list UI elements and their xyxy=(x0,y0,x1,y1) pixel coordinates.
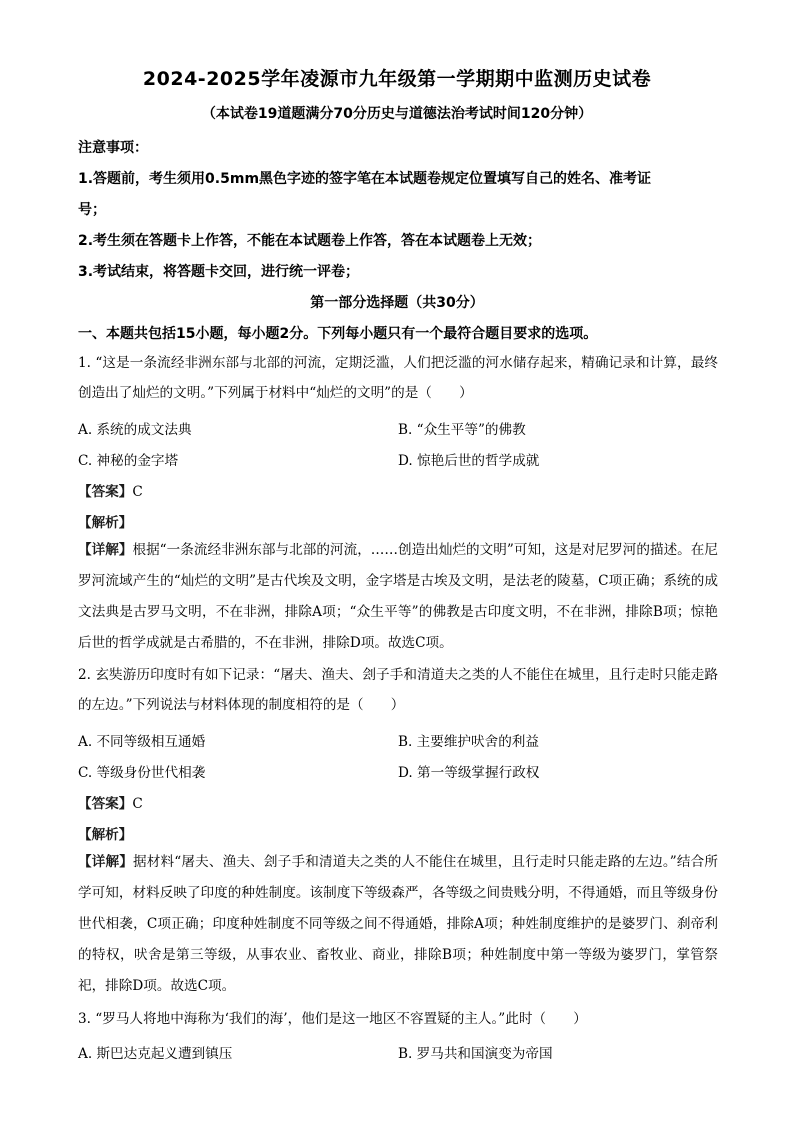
question-2-answer xyxy=(78,792,143,812)
question-1-option-a: A. 系统的成文法典 xyxy=(78,422,192,438)
page-subtitle: （本试卷19道题满分70分历史与道德法治考试时间120分钟） xyxy=(201,106,593,122)
question-2-option-a: A. 不同等级相互通婚 xyxy=(78,734,206,750)
question-1-option-b: B. “众生平等”的佛教 xyxy=(398,422,526,438)
notice-item-2: 2.考生须在答题卡上作答，不能在本试题卷上作答，答在本试题卷上无效； xyxy=(78,233,542,249)
question-3-option-a: A. 斯巴达克起义遭到镇压 xyxy=(78,1046,233,1062)
question-3-option-b: B. 罗马共和国演变为帝国 xyxy=(398,1046,553,1062)
question-1-option-d: D. 惊艳后世的哲学成就 xyxy=(398,453,540,469)
question-1-detail xyxy=(78,535,718,659)
page-title: 2024-2025学年凌源市九年级第一学期期中监测历史试卷 xyxy=(142,68,652,90)
notice-item-1: 1.答题前，考生须用0.5mm黑色字迹的签字笔在本试题卷规定位置填写自己的姓名、准考证 xyxy=(78,171,652,187)
detail-text: 根据“一条流经非洲东部与北部的河流，……创造出灿烂的文明”可知，这是对尼罗河的描述。在尼罗河流域产生的“灿烂的文明”是古代埃及文明，金字塔是古埃及文明，是法老的陵墓，C项正确；系统的成文法典是古罗马文明，不在非洲，排除A项；“众生平等”的佛教是古印度文明，不在非洲，排除B项；惊艳后世的哲学成就是古希腊的，不在非洲，排除D项。故选C项。 xyxy=(78,542,718,651)
notice-heading: 注意事项： xyxy=(78,140,148,156)
question-2-option-d: D. 第一等级掌握行政权 xyxy=(398,765,540,781)
answer-label: 【答案】 xyxy=(78,484,133,500)
question-1-analysis-label: 【解析】 xyxy=(78,515,133,531)
question-3-stem: 3. “罗马人将地中海称为‘我们的海’，他们是这一地区不容置疑的主人。”此时（ ） xyxy=(78,1011,587,1027)
question-2-detail xyxy=(78,847,718,1002)
section-instruction: 一、本题共包括15小题，每小题2分。下列每小题只有一个最符合题目要求的选项。 xyxy=(78,326,598,342)
section-title: 第一部分选择题（共30分） xyxy=(310,295,484,311)
question-2-stem: 2. 玄奘游历印度时有如下记录：“屠夫、渔夫、刽子手和清道夫之类的人不能住在城里，且行走时只能走路的左边。”下列说法与材料体现的制度相符的是（ ） xyxy=(78,667,718,713)
question-2-option-c: C. 等级身份世代相袭 xyxy=(78,765,206,781)
question-1-stem: 1. “这是一条流经非洲东部与北部的河流，定期泛滥，人们把泛滥的河水储存起来，精确记录和计算，最终创造出了灿烂的文明。”下列属于材料中“灿烂的文明”的是（ ） xyxy=(78,355,718,401)
question-1-option-c: C. 神秘的金字塔 xyxy=(78,453,179,469)
question-2-option-b: B. 主要维护吠舍的利益 xyxy=(398,734,539,750)
question-1-answer xyxy=(78,480,143,500)
notice-item-1-cont: 号； xyxy=(78,202,106,218)
detail-label: 【详解】 xyxy=(78,542,133,558)
answer-value: C xyxy=(132,796,143,812)
notice-item-3: 3.考试结束，将答题卡交回，进行统一评卷； xyxy=(78,264,360,280)
answer-label: 【答案】 xyxy=(78,796,133,812)
detail-text: 据材料“屠夫、渔夫、刽子手和清道夫之类的人不能住在城里，且行走时只能走路的左边。”结合所学可知，材料反映了印度的种姓制度。该制度下等级森严，各等级之间贵贱分明，不得通婚，而且等级身份世代相袭，C项正确；印度种姓制度不同等级之间不得通婚，排除A项；种姓制度维护的是婆罗门、刹帝利的特权，吠舍是第三等级，从事农业、畜牧业、商业，排除B项；种姓制度中第一等级为婆罗门，掌管祭祀，排除D项。故选C项。 xyxy=(78,854,718,994)
question-2-analysis-label: 【解析】 xyxy=(78,827,133,843)
detail-label: 【详解】 xyxy=(78,854,134,870)
answer-value: C xyxy=(132,484,143,500)
